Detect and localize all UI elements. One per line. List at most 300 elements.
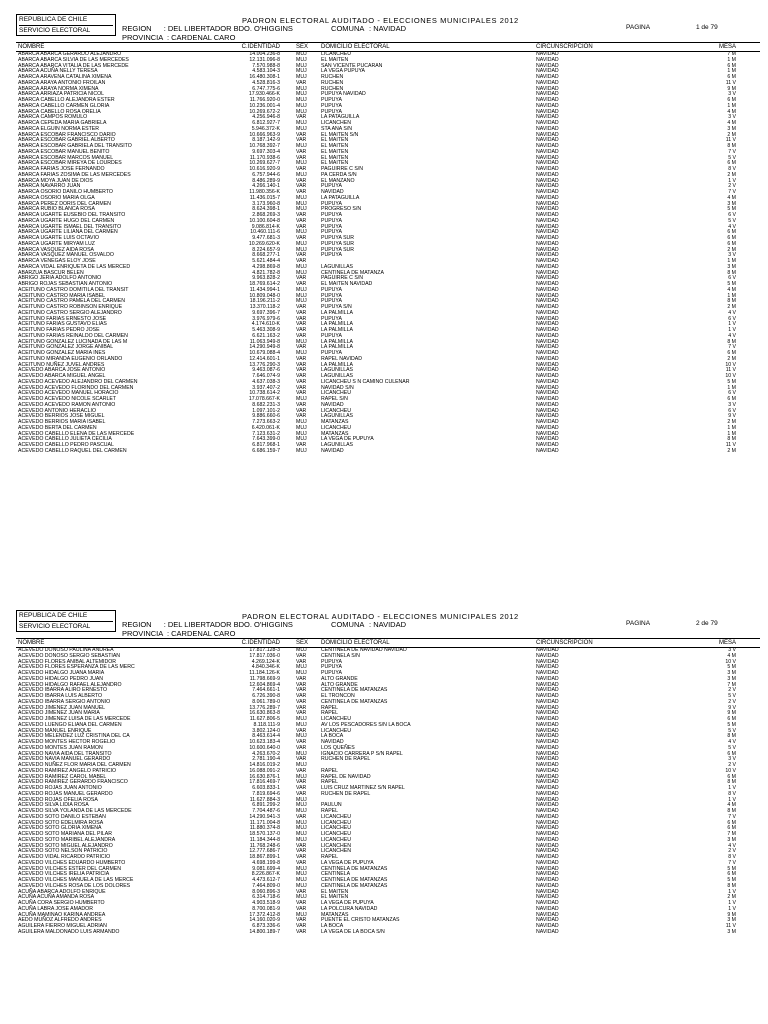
voter-cedula: 11.063.949-8 (249, 338, 280, 345)
col-nombre: NOMBRE (18, 44, 45, 50)
voter-domicilio: EL MAITEN (321, 148, 349, 155)
voter-domicilio: PUPUYA (321, 97, 342, 103)
column-header (16, 42, 760, 52)
voter-circunscripcion: NAVIDAD (536, 871, 559, 878)
voter-cedula: 9.697.396-7 (252, 309, 280, 316)
voter-cedula: 3.173.960-8 (252, 200, 280, 207)
voter-circunscripcion: NAVIDAD (536, 217, 559, 224)
voter-domicilio: EL MAITEN (321, 894, 349, 901)
voter-cedula: 13.776.290-3 (249, 361, 280, 368)
voter-circunscripcion: NAVIDAD (536, 704, 559, 711)
col-domicilio: DOMICILIO ELECTORAL (321, 640, 390, 646)
voter-mesa: 1 V (728, 177, 736, 184)
voter-cedula: 10.236.001-4 (249, 102, 280, 109)
voter-sexo: VAR (296, 687, 307, 694)
voter-mesa: 8 V (728, 166, 736, 172)
voter-cedula: 4.266.140-1 (252, 183, 280, 190)
voter-domicilio: LAGUNILLAS (321, 367, 354, 374)
col-circunscripcion: CIRCUNSCRIPCION (536, 640, 593, 646)
voter-cedula: 4.840.346-K (251, 664, 280, 671)
voter-circunscripcion: NAVIDAD (536, 51, 559, 57)
voter-sexo: MUJ (296, 762, 307, 768)
voter-domicilio: LICANCHEU (321, 825, 351, 832)
voter-cedula: 9.963.828-2 (252, 275, 280, 282)
voter-circunscripcion: NAVIDAD (536, 917, 559, 924)
voter-mesa: 4 M (727, 652, 736, 659)
voter-sexo: VAR (296, 407, 307, 414)
voter-sexo: VAR (296, 727, 307, 734)
col-cedula: C.IDENTIDAD (241, 640, 280, 646)
voter-sexo: MUJ (296, 664, 307, 671)
voter-mesa: 6 M (727, 74, 736, 80)
document-title: PADRON ELECTORAL AUDITADO - ELECCIONES MUNICIPALES 2012 (242, 612, 519, 621)
voter-mesa: 5 M (727, 664, 736, 671)
voter-mesa: 3 M (727, 928, 736, 935)
voter-cedula: 16.630.876-1 (249, 773, 280, 780)
voter-name: ACEVEDO JIMENEZ JUAN MANUEL (18, 704, 106, 711)
voter-name: ACEVEDO IBARRA LUIS ALBERTO (18, 693, 102, 699)
voter-sexo: VAR (296, 693, 307, 699)
voter-sexo: VAR (296, 309, 307, 316)
voter-cedula: 10.666.963-9 (249, 131, 280, 138)
voter-sexo: VAR (296, 756, 307, 763)
voter-name: ABARCA ESCOBAR GABRIEL ALBERTO (18, 137, 115, 144)
voter-circunscripcion: NAVIDAD (536, 882, 559, 889)
voter-name: ACEVEDO SOTO EDELMIRA ROSA (18, 819, 104, 826)
voter-circunscripcion: NAVIDAD (536, 246, 559, 253)
voter-name: ACEVEDO ACEVEDO ALEJANDRO DEL CARMEN (18, 378, 138, 385)
voter-mesa: 5 M (727, 721, 736, 728)
voter-name: ABARCA MOYA JUAN DE DIOS (18, 177, 93, 184)
voter-cedula: 5.621.484-4 (252, 258, 280, 264)
voter-name: AGUILERA MALDONADO LUIS ARMANDO (18, 928, 120, 935)
voter-cedula: 9.697.303-4 (252, 148, 280, 155)
voter-cedula: 4.473.612-7 (252, 877, 280, 883)
voter-sexo: VAR (296, 378, 307, 385)
voter-domicilio: EL MAITEN (321, 56, 349, 63)
voter-circunscripcion: NAVIDAD (536, 171, 559, 178)
voter-domicilio: RAPEL (321, 767, 339, 774)
voter-name: ABARCA CABELLO CARMEN GLORIA (18, 102, 110, 109)
voter-cedula: 4.821.782-8 (252, 269, 280, 276)
voter-name: ACEVEDO NUÑEZ FLOR MARIA DEL CARMEN (18, 762, 131, 768)
voter-name: ABARCA NAVARRO JUAN (18, 183, 81, 190)
voter-sexo: VAR (296, 401, 307, 408)
voter-mesa: 6 M (727, 97, 736, 103)
voter-circunscripcion: NAVIDAD (536, 332, 559, 339)
voter-circunscripcion: NAVIDAD (536, 114, 559, 121)
voter-cedula: 11.766.920-0 (249, 97, 280, 103)
voter-name: ACUÑA ABARCA ADOLFO ENRIQUE (18, 888, 106, 895)
voter-domicilio: CENTINELA DE MATANZAS (321, 877, 388, 883)
voter-domicilio: LA VEGA DE PUPUYA (321, 436, 374, 443)
provincia-label: PROVINCIA (122, 629, 163, 638)
voter-domicilio: CENTINELA DE MATANZAS (321, 865, 388, 872)
voter-name: ABARCA UGARTE EUSEBIO DEL TRANSITO (18, 212, 126, 218)
voter-cedula: 18.867.899-1 (249, 854, 280, 860)
voter-sexo: MUJ (296, 338, 307, 345)
voter-sexo: VAR (296, 384, 307, 391)
voter-mesa: 1 M (727, 258, 736, 264)
voter-cedula: 4.637.038-3 (252, 378, 280, 385)
voter-domicilio: LA PALMILLA (321, 344, 353, 351)
voter-cedula: 14.290.941-3 (249, 813, 280, 820)
voter-sexo: MUJ (296, 430, 307, 437)
voter-cedula: 12.604.869-4 (249, 681, 280, 688)
republica-label: REPUBLICA DE CHILE (19, 611, 113, 622)
voter-domicilio: SAN VICENTE PUCARAN (321, 62, 383, 69)
voter-sexo: VAR (296, 785, 307, 791)
voter-sexo: VAR (296, 114, 307, 121)
voter-circunscripcion: NAVIDAD (536, 154, 559, 161)
voter-sexo: MUJ (296, 97, 307, 103)
voter-cedula: 16.088.091-2 (249, 767, 280, 774)
voter-mesa: 1 M (727, 430, 736, 437)
voter-name: ABARCA VIDAL ENRIQUETA DE LAS MERCED (18, 263, 131, 270)
voter-name: AEDO MUÑOZ ALFREDO ANDRES (18, 917, 102, 924)
voter-name: ABARCA ABARCA GERARDO ALEJANDRO (18, 51, 122, 57)
voter-name: ABARCA UGARTE ISMAEL DEL TRANSITO (18, 223, 122, 230)
col-nombre: NOMBRE (18, 640, 45, 646)
voter-domicilio: LA PALMILLA (321, 327, 353, 333)
voter-sexo: VAR (296, 900, 307, 906)
voter-circunscripcion: NAVIDAD (536, 229, 559, 236)
voter-mesa: 2 M (727, 131, 736, 138)
voter-domicilio: PUENTE EL CRISTO MATANZAS (321, 917, 400, 924)
voter-cedula: 8.061.789-0 (252, 698, 280, 705)
voter-cedula: 6.817.968-1 (252, 442, 280, 448)
voter-circunscripcion: NAVIDAD (536, 68, 559, 75)
voter-sexo: VAR (296, 854, 307, 860)
voter-cedula: 12.777.686-7 (249, 848, 280, 855)
voter-name: ACEITUNO CASTRO PAMELA DEL CARMEN (18, 298, 125, 305)
voter-sexo: VAR (296, 361, 307, 368)
voter-sexo: VAR (296, 258, 307, 264)
voter-domicilio: PUPUYA (321, 332, 342, 339)
voter-sexo: VAR (296, 355, 307, 362)
region-value: : DEL LIBERTADOR BDO. O'HIGGINS (163, 620, 293, 629)
voter-mesa: 6 V (728, 315, 736, 322)
voter-circunscripcion: NAVIDAD (536, 131, 559, 138)
voter-name: ABARCA RUBIO BLANCA ROSA (18, 206, 95, 213)
voter-sexo: MUJ (296, 396, 307, 402)
voter-mesa: 9 M (727, 85, 736, 92)
voter-sexo: MUJ (296, 171, 307, 178)
voter-mesa: 10 V (725, 658, 736, 665)
voter-circunscripcion: NAVIDAD (536, 252, 559, 259)
voter-mesa: 11 V (725, 923, 736, 929)
voter-circunscripcion: NAVIDAD (536, 681, 559, 688)
voter-circunscripcion: NAVIDAD (536, 808, 559, 814)
voter-mesa: 1 V (728, 321, 736, 328)
voter-cedula: 1.097.101-2 (252, 407, 280, 414)
voter-sexo: VAR (296, 888, 307, 895)
voter-sexo: MUJ (296, 56, 307, 63)
voter-domicilio: CENTINELA DE MATANZA (321, 269, 384, 276)
voter-domicilio: RAPEL (321, 704, 339, 711)
voter-circunscripcion: NAVIDAD (536, 796, 559, 803)
voter-mesa: 3 M (727, 836, 736, 843)
voter-mesa: 7 V (728, 344, 736, 351)
voter-sexo: MUJ (296, 108, 307, 115)
col-cedula: C.IDENTIDAD (241, 44, 280, 50)
voter-name: ACEVEDO CABELLO JULIETA CECILIA (18, 436, 112, 443)
voter-name: ABARCA ESCOBAR MARCOS MANUEL (18, 154, 114, 161)
voter-domicilio: CENTINELA S/N (321, 652, 360, 659)
voter-name: ABARCA CABELLO ALEJANDRA ESTER (18, 97, 115, 103)
voter-name: ABARCA FARIAS ZOSIMA DE LAS MERCEDES (18, 171, 131, 178)
voter-mesa: 3 M (727, 670, 736, 676)
voter-mesa: 4 M (727, 108, 736, 115)
voter-circunscripcion: NAVIDAD (536, 206, 559, 213)
voter-name: ACEVEDO HIDALGO PEDRO JUAN (18, 675, 104, 682)
voter-cedula: 7.704.487-6 (252, 808, 280, 814)
voter-sexo: VAR (296, 131, 307, 138)
voter-circunscripcion: NAVIDAD (536, 160, 559, 167)
voter-cedula: 5.463.308-9 (252, 327, 280, 333)
region-line (122, 620, 406, 629)
voter-mesa: 6 M (727, 750, 736, 757)
voter-name: ACEVEDO VIDAL RICARDO PATRICIO (18, 854, 111, 860)
voter-mesa: 1 M (727, 292, 736, 299)
voter-sexo: MUJ (296, 269, 307, 276)
voter-circunscripcion: NAVIDAD (536, 675, 559, 682)
voter-cedula: 7.464.809-0 (252, 882, 280, 889)
voter-domicilio: NAVIDAD (321, 447, 344, 454)
voter-mesa: 3 M (727, 263, 736, 270)
voter-circunscripcion: NAVIDAD (536, 767, 559, 774)
voter-name: ACEVEDO MELENDEZ LUZ CRISTINA DEL CA (18, 733, 130, 740)
voter-circunscripcion: NAVIDAD (536, 442, 559, 448)
voter-circunscripcion: NAVIDAD (536, 436, 559, 443)
voter-cedula: 11.171.004-8 (249, 819, 280, 826)
voter-domicilio: PAULUN (321, 802, 342, 809)
voter-name: ACEVEDO SILVA YOLANDA DE LAS MERCEDE (18, 808, 132, 814)
voter-name: ABARCA CAMPOS ROMULO (18, 114, 88, 121)
voter-name: ABARCA ARRIAZA PATRICIA NICOL (18, 91, 104, 98)
voter-circunscripcion: NAVIDAD (536, 304, 559, 310)
voter-circunscripcion: NAVIDAD (536, 183, 559, 190)
voter-name: ABARCA VASQUEZ MANUEL OSVALDO (18, 252, 114, 259)
voter-mesa: 6 M (727, 825, 736, 832)
voter-domicilio: PUPUYA (321, 286, 342, 293)
voter-domicilio: IGNACIO CARRERA P S/N RAPEL (321, 750, 403, 757)
voter-name: ACEVEDO ROJAS OFELIA ROSA (18, 796, 98, 803)
voter-mesa: 6 M (727, 229, 736, 236)
voter-circunscripcion: NAVIDAD (536, 108, 559, 115)
voter-domicilio: NAVIDAD (321, 189, 344, 195)
voter-cedula: 7.464.661-1 (252, 687, 280, 694)
voter-mesa: 1 V (728, 905, 736, 912)
voter-circunscripcion: NAVIDAD (536, 647, 559, 653)
voter-domicilio: PUPUYA (321, 670, 342, 676)
voter-name: ACEVEDO ACEVEDO RAMON ANTONIO (18, 401, 116, 408)
voter-name: ACEVEDO FLORES ESPERANZA DE LAS MERC (18, 664, 135, 671)
voter-sexo: MUJ (296, 350, 307, 356)
voter-name: ACEVEDO ACEVEDO MANUEL HORACIO (18, 390, 119, 397)
servicio-label: SERVICIO ELECTORAL (19, 623, 91, 630)
voter-name: ACEVEDO JIMENEZ JUAN MARIA (18, 710, 100, 717)
voter-cedula: 10.616.920-9 (249, 166, 280, 172)
voter-domicilio: RUCHEN DE RAPEL (321, 790, 371, 797)
voter-domicilio: LOS QUEÑES (321, 744, 355, 751)
voter-circunscripcion: NAVIDAD (536, 710, 559, 717)
voter-sexo: MUJ (296, 194, 307, 201)
voter-cedula: 6.812.927-7 (252, 120, 280, 126)
voter-circunscripcion: NAVIDAD (536, 652, 559, 659)
voter-cedula: 8.486.289-9 (252, 177, 280, 184)
voter-name: ACEVEDO SILVA LIDIA ROSA (18, 802, 89, 809)
voter-cedula: 8.682.231-3 (252, 401, 280, 408)
voter-sexo: VAR (296, 154, 307, 161)
voter-sexo: VAR (296, 923, 307, 929)
voter-name: ACEVEDO MANUEL ENRIQUE (18, 727, 92, 734)
voter-circunscripcion: NAVIDAD (536, 91, 559, 98)
voter-domicilio: LICANCHEU (321, 831, 351, 837)
voter-mesa: 4 V (728, 223, 736, 230)
voter-sexo: VAR (296, 217, 307, 224)
voter-domicilio: EL TRONCON (321, 693, 355, 699)
voter-mesa: 1 V (728, 888, 736, 895)
voter-circunscripcion: NAVIDAD (536, 85, 559, 92)
voter-circunscripcion: NAVIDAD (536, 413, 559, 420)
voter-mesa: 2 V (728, 762, 736, 768)
voter-name: ACEVEDO VILCHES MANUELA DE LAS MERCE (18, 877, 134, 883)
voter-domicilio: LA POLCURA NAVIDAD (321, 905, 378, 912)
voter-circunscripcion: NAVIDAD (536, 790, 559, 797)
voter-domicilio: LA VEGA DE PUPUYA (321, 859, 374, 866)
voter-cedula: 13.776.289-7 (249, 704, 280, 711)
voter-cedula: 6.873.336-6 (252, 923, 280, 929)
voter-cedula: 6.621.163-2 (252, 332, 280, 339)
voter-sexo: MUJ (296, 773, 307, 780)
voter-mesa: 7 V (728, 813, 736, 820)
voter-domicilio: EL MAITEN (321, 154, 349, 161)
voter-mesa: 8 M (727, 143, 736, 149)
voter-name: ACEVEDO HIDALGO RAFAEL ALEJANDRO (18, 681, 122, 688)
voter-name: ABARCA ESCOBAR MIREYA DE LOURDES (18, 160, 122, 167)
voter-cedula: 8.624.398-1 (252, 206, 280, 213)
voter-name: ABARZUA BASCUR BELEN (18, 269, 84, 276)
voter-cedula: 7.570.988-8 (252, 62, 280, 69)
voter-domicilio: PUPUYA (321, 664, 342, 671)
voter-cedula: 17.372.412-8 (249, 911, 280, 918)
voter-sexo: MUJ (296, 263, 307, 270)
voter-domicilio: PROGRESO S/N (321, 206, 362, 213)
voter-domicilio: LICANCHEU (321, 716, 351, 722)
voter-circunscripcion: NAVIDAD (536, 785, 559, 791)
voter-cedula: 7.643.399-0 (252, 436, 280, 443)
voter-mesa: 5 M (727, 281, 736, 287)
voter-cedula: 11.880.374-8 (249, 825, 280, 832)
voter-cedula: 4.269.124-K (251, 658, 280, 665)
voter-circunscripcion: NAVIDAD (536, 166, 559, 172)
voter-mesa: 5 V (728, 744, 736, 751)
document-title: PADRON ELECTORAL AUDITADO - ELECCIONES MUNICIPALES 2012 (242, 16, 519, 25)
voter-name: ACUÑA ACUÑA AMANDA ROSA (18, 894, 95, 901)
voter-mesa: 4 M (727, 802, 736, 809)
voter-name: ABARCA ABARCA VITALIA DE LAS MERCEDE (18, 62, 129, 69)
voter-mesa: 8 M (727, 882, 736, 889)
col-mesa: MESA (718, 640, 736, 646)
voter-name: ACEVEDO FLORES ANIBAL ALTEMIDOR (18, 658, 117, 665)
voter-circunscripcion: NAVIDAD (536, 321, 559, 328)
voter-domicilio: LICANCHEN (321, 120, 351, 126)
voter-mesa: 2 M (727, 355, 736, 362)
voter-mesa: 1 M (727, 56, 736, 63)
voter-mesa: 2 M (727, 894, 736, 901)
voter-sexo: MUJ (296, 836, 307, 843)
voter-domicilio: STA ANA S/N (321, 125, 353, 132)
voter-name: ACEITUNO NUÑEZ JUVEL ANDRES (18, 361, 105, 368)
voter-domicilio: NAVIDAD (321, 401, 344, 408)
voter-domicilio: LA BOCA (321, 733, 344, 740)
voter-cedula: 13.370.118-2 (249, 304, 280, 310)
voter-cedula: 18.769.614-2 (249, 281, 280, 287)
voter-name: ACEITUNO CASTRO ROBINSON ENRIQUE (18, 304, 123, 310)
voter-sexo: MUJ (296, 670, 307, 676)
voter-cedula: 6.314.718-6 (252, 894, 280, 901)
voter-circunscripcion: NAVIDAD (536, 56, 559, 63)
voter-circunscripcion: NAVIDAD (536, 235, 559, 241)
voter-mesa: 2 M (727, 304, 736, 310)
voter-domicilio: MATANZAS (321, 430, 349, 437)
region-label: REGION (122, 620, 152, 629)
institution-box (16, 14, 116, 36)
voter-sexo: VAR (296, 212, 307, 218)
voter-sexo: VAR (296, 739, 307, 745)
voter-sexo: MUJ (296, 647, 307, 653)
voter-mesa: 10 V (725, 373, 736, 379)
voter-sexo: VAR (296, 79, 307, 86)
voter-cedula: 17.816.469-7 (249, 779, 280, 786)
voter-circunscripcion: NAVIDAD (536, 177, 559, 184)
voter-sexo: VAR (296, 390, 307, 397)
voter-circunscripcion: NAVIDAD (536, 831, 559, 837)
voter-sexo: VAR (296, 779, 307, 786)
voter-circunscripcion: NAVIDAD (536, 97, 559, 103)
voter-sexo: MUJ (296, 447, 307, 454)
voter-name: ACEITUNO GONZALEZ MARIA INES (18, 350, 106, 356)
voter-cedula: 9.086.814-K (251, 223, 280, 230)
voter-sexo: VAR (296, 848, 307, 855)
voter-circunscripcion: NAVIDAD (536, 888, 559, 895)
voter-domicilio: PUPUYA (321, 298, 342, 305)
voter-domicilio: LAGUNILLAS (321, 413, 354, 420)
provincia-line (122, 33, 235, 42)
voter-domicilio: PUPUYA (321, 292, 342, 299)
voter-cedula: 8.118.111-9 (253, 721, 280, 728)
col-domicilio: DOMICILIO ELECTORAL (321, 44, 390, 50)
voter-sexo: VAR (296, 842, 307, 849)
voter-mesa: 8 M (727, 269, 736, 276)
voter-cedula: 2.781.190-4 (252, 756, 280, 763)
voter-circunscripcion: NAVIDAD (536, 189, 559, 195)
voter-cedula: 16.480.308-1 (249, 74, 280, 80)
voter-name: ACUÑA MAMINAO KARINA ANDREA (18, 911, 106, 918)
voter-sexo: MUJ (296, 802, 307, 809)
voter-name: ABARCA ARAVENA CATALINA XIMENA (18, 74, 112, 80)
voter-mesa: 8 M (727, 733, 736, 740)
voter-domicilio: LA VEGA DE LA BOCA S/N (321, 928, 385, 935)
voter-name: ABARCA FARIAS JOSE FERNANDO (18, 166, 105, 172)
voter-cedula: 8.463.614-4 (252, 733, 280, 740)
voter-name: ACEVEDO ABARCA JOSE ANTONIO (18, 367, 106, 374)
voter-mesa: 1 M (727, 102, 736, 109)
voter-name: ACEVEDO DONOSO PAULINA ANDREA (18, 647, 114, 653)
voter-domicilio: PAGUIRRE C S/N (321, 166, 363, 172)
voter-domicilio: NAVIDAD (321, 739, 344, 745)
